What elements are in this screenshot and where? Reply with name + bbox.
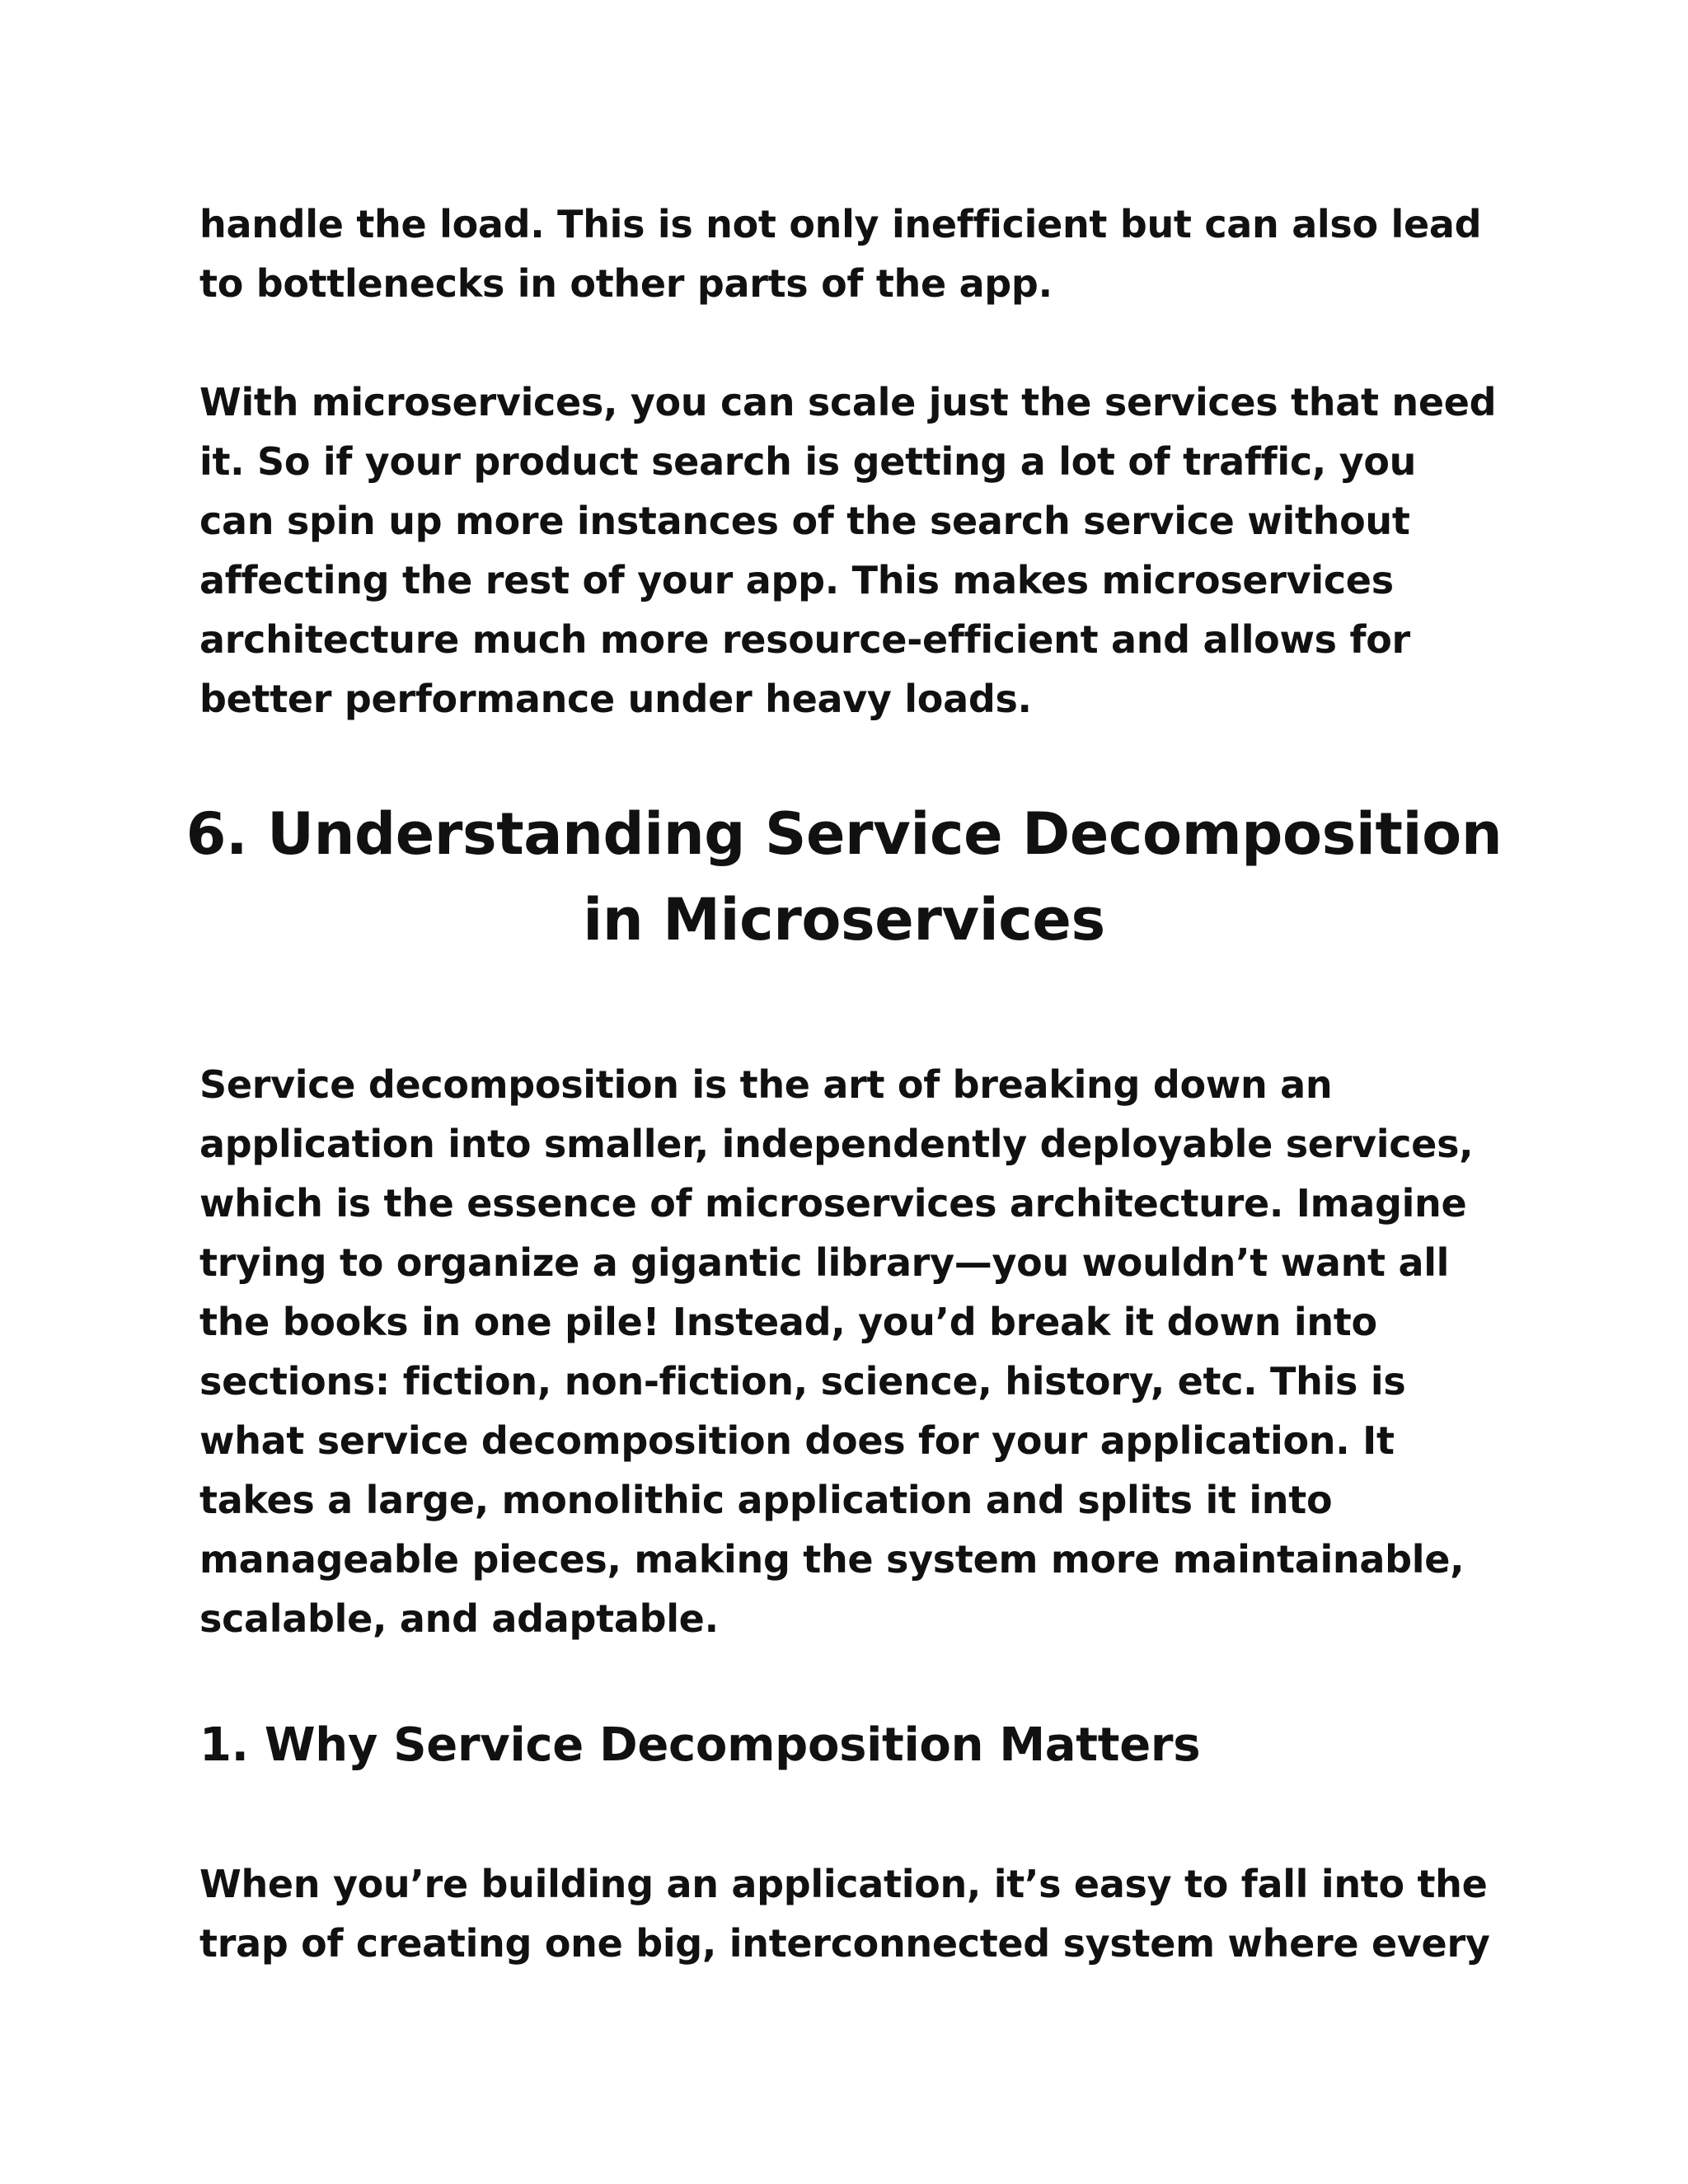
- paragraph-scaling-services: With microservices, you can scale just the services that need it. So if your product search is getting a lot of traffic, you can spin up more instances of the search service without affecting the rest of your app. This makes microservices architecture much more resource-efficient and allows for better performance under heavy loads.: [199, 380, 1497, 721]
- paragraph-load-bottlenecks: handle the load. This is not only inefficient but can also lead to bottlenecks in other parts of the app.: [199, 202, 1482, 306]
- section-heading: 6. Understanding Service Decomposition in Microservices: [185, 800, 1503, 954]
- paragraph-why-decomposition-matters: When you’re building an application, it’s easy to fall into the trap of creating one big, interconnected system where every: [199, 1862, 1490, 1966]
- subsection-heading: 1. Why Service Decomposition Matters: [199, 1718, 1201, 1772]
- paragraph-service-decomposition: Service decomposition is the art of breaking down an application into smaller, independently deployable services, which is the essence of microservices architecture. Imagine trying to organize a gigantic library—you wouldn’t want all the books in one pile! Instead, you’d break it down into sections: fiction, non-fiction, science, history, etc. This is what service decomposition does for your application. It takes a large, monolithic application and splits it into manageable pieces, making the system more maintainable, scalable, and adaptable.: [199, 1062, 1474, 1641]
